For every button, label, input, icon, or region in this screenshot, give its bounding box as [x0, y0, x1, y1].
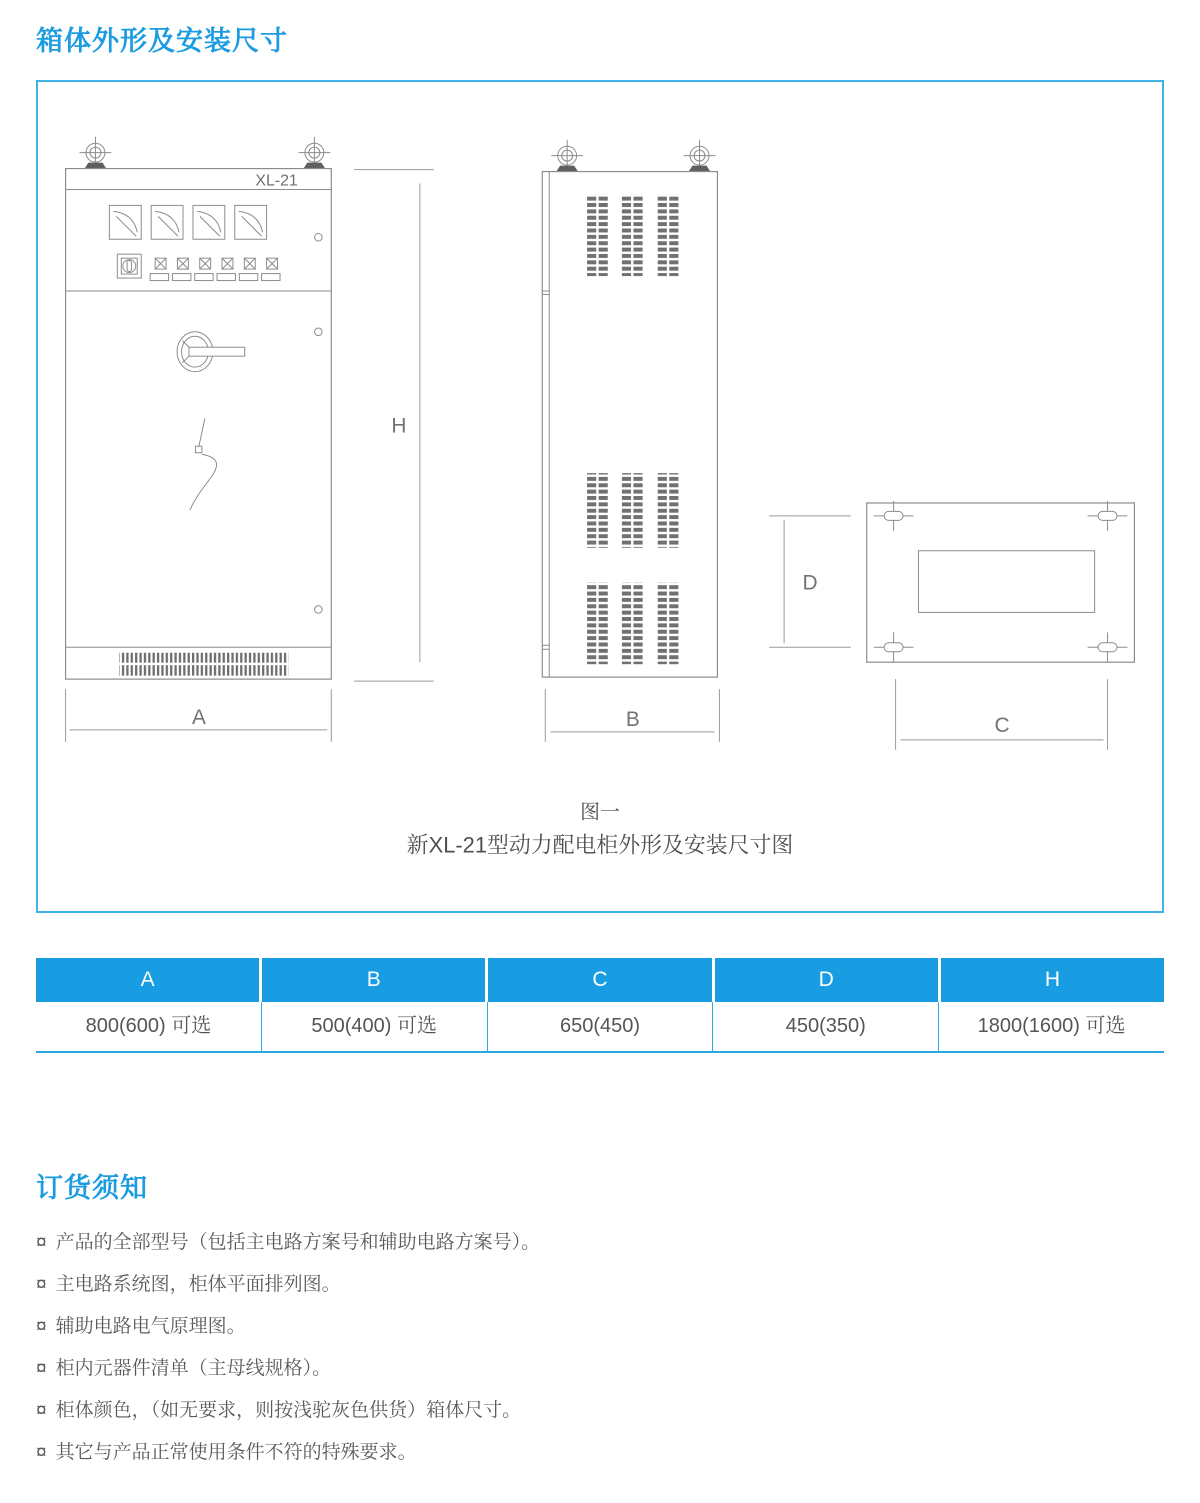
- indicator-lamp-icon: [177, 258, 188, 269]
- dims-col-d: D: [715, 958, 938, 1002]
- switch-icon: [117, 254, 141, 278]
- ordering-note: [36, 1315, 1164, 1339]
- bullet-icon: ¤: [36, 1400, 47, 1421]
- dimensions-table: [36, 958, 1164, 1053]
- door-handle-icon: [177, 332, 245, 372]
- dims-value-b: 500(400) 可选: [262, 1002, 488, 1051]
- ordering-note: [36, 1399, 1164, 1423]
- dimension-line-h: [354, 170, 434, 682]
- dims-value-d: 450(350): [713, 1002, 939, 1051]
- lifting-eye-icon: [298, 137, 330, 169]
- ordering-note-text: 柜内元器件清单（主母线规格）。: [55, 1358, 332, 1379]
- panel-meter-icon: [235, 205, 267, 239]
- dimension-line-d: [769, 516, 851, 647]
- bullet-icon: ¤: [36, 1316, 47, 1337]
- figure-caption: 新XL-21型动力配电柜外形及安装尺寸图: [406, 832, 794, 858]
- bullet-icon: ¤: [36, 1442, 47, 1463]
- ordering-note-text: 柜体颜色，（如无要求，则按浅驼灰色供货）箱体尺寸。: [55, 1400, 522, 1421]
- ordering-note: [36, 1231, 1164, 1255]
- bullet-icon: ¤: [36, 1358, 47, 1379]
- ordering-note-text: 其它与产品正常使用条件不符的特殊要求。: [55, 1442, 417, 1463]
- dims-value-h: 1800(1600) 可选: [977, 1015, 1126, 1037]
- screw-hole: [315, 328, 323, 336]
- dim-label-d: D: [802, 571, 818, 595]
- cable-opening: [918, 551, 1094, 613]
- cabinet-model-label: XL-21: [255, 172, 298, 190]
- ordering-note: [36, 1357, 1164, 1381]
- cabinet-drawing: [38, 82, 1162, 911]
- lifting-eye-icon: [551, 140, 583, 172]
- ordering-note: [36, 1441, 1164, 1465]
- base-plan-view: [867, 501, 1135, 662]
- ordering-notes-list: [36, 1231, 1164, 1465]
- dimensions-table-row: [36, 1002, 1164, 1053]
- mounting-slot-icon: [1088, 501, 1128, 531]
- panel-meter-icon: [193, 205, 225, 239]
- indicator-lamp-icon: [244, 258, 255, 269]
- screw-hole: [315, 606, 323, 614]
- cabinet-front-outline: [66, 169, 332, 680]
- screw-hole: [315, 233, 323, 241]
- lifting-eye-icon: [80, 137, 112, 169]
- ordering-note-text: 主电路系统图，柜体平面排列图。: [55, 1274, 341, 1295]
- indicator-lamp-icon: [222, 258, 233, 269]
- figure-number: 图一: [580, 801, 620, 824]
- indicator-lamp-icon: [155, 258, 166, 269]
- dimension-line-a: [66, 689, 332, 742]
- label-strips: [150, 274, 280, 281]
- mounting-slot-icon: [1088, 632, 1128, 662]
- lifting-eye-icon: [684, 140, 716, 172]
- section-title-dimensions: 箱体外形及安装尺寸: [36, 26, 288, 56]
- dims-col-c: C: [488, 958, 711, 1002]
- indicator-lamp-icon: [267, 258, 278, 269]
- front-view: [66, 137, 332, 679]
- panel-meter-icon: [151, 205, 183, 239]
- dims-col-a: A: [36, 958, 259, 1002]
- door-key-icon: [190, 418, 217, 510]
- bullet-icon: ¤: [36, 1232, 47, 1253]
- dimensions-table-header: [36, 958, 1164, 1002]
- front-vent-grille: [119, 653, 288, 676]
- dim-label-c: C: [994, 713, 1010, 737]
- mounting-slot-icon: [874, 632, 914, 662]
- ordering-note-text: 产品的全部型号（包括主电路方案号和辅助电路方案号）。: [55, 1232, 541, 1253]
- dim-label-b: B: [625, 707, 640, 731]
- section-title-ordering: 订货须知: [36, 1173, 148, 1203]
- side-view: [542, 140, 717, 677]
- dimension-line-c: [896, 679, 1108, 750]
- dims-value-c: 650(450): [488, 1002, 714, 1051]
- bullet-icon: ¤: [36, 1274, 47, 1295]
- dimension-line-b: [545, 689, 719, 742]
- dim-label-h: H: [391, 414, 407, 438]
- ordering-note: [36, 1273, 1164, 1297]
- side-vent-grille: [587, 194, 678, 664]
- dim-label-a: A: [191, 705, 206, 729]
- ordering-note-text: 辅助电路电气原理图。: [55, 1316, 246, 1337]
- indicator-lamp-icon: [200, 258, 211, 269]
- drawing-frame: [36, 80, 1164, 913]
- dims-col-b: B: [262, 958, 485, 1002]
- mounting-slot-icon: [874, 501, 914, 531]
- panel-meter-icon: [109, 205, 141, 239]
- dims-col-h: H: [941, 958, 1164, 1002]
- dims-value-a: 800(600) 可选: [36, 1002, 262, 1051]
